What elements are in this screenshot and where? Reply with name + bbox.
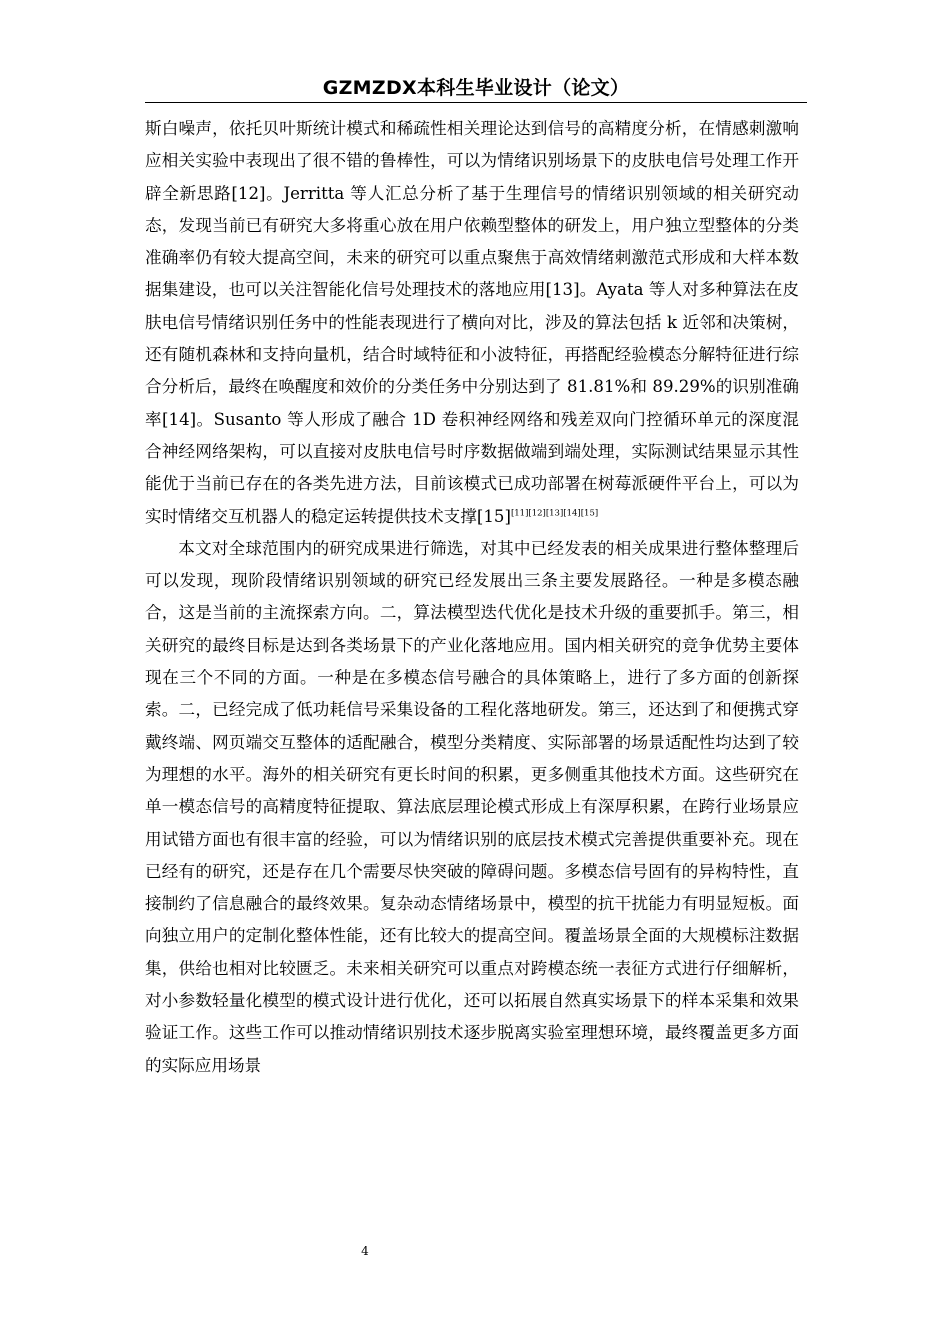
paragraph-summary xyxy=(145,533,799,1082)
paragraph-2-text: 本文对全球范围内的研究成果进行筛选，对其中已经发表的相关成果进行整体整理后可以发现，现阶段情绪识别领域的研究已经发展出三条主要发展路径。一种是多模态融合，这是当前的主流探索方向。二，算法模型迭代优化是技术升级的重要抓手。第三，相关研究的最终目标是达到各类场景下的产业化落地应用。国内相关研究的竞争优势主要体现在三个不同的方面。一种是在多模态信号融合的具体策略上，进行了多方面的创新探索。二，已经完成了低功耗信号采集设备的工程化落地研发。第三，还达到了和便携式穿戴终端、网页端交互整体的适配融合，模型分类精度、实际部署的场景适配性均达到了较为理想的水平。海外的相关研究有更长时间的积累，更多侧重其他技术方面。这些研究在单一模态信号的高精度特征提取、算法底层理论模式形成上有深厚积累，在跨行业场景应用试错方面也有很丰富的经验，可以为情绪识别的底层技术模式完善提供重要补充。现在已经有的研究，还是存在几个需要尽快突破的障碍问题。多模态信号固有的异构特性，直接制约了信息融合的最终效果。复杂动态情绪场景中，模型的抗干扰能力有明显短板。面向独立用户的定制化整体性能，还有比较大的提高空间。覆盖场景全面的大规模标注数据集，供给也相对比较匮乏。未来相关研究可以重点对跨模态统一表征方式进行仔细解析，对小参数轻量化模型的模式设计进行优化，还可以拓展自然真实场景下的样本采集和效果验证工作。这些工作可以推动情绪识别技术逐步脱离实验室理想环境，最终覆盖更多方面的实际应用场景 xyxy=(145,538,799,1075)
page-number: 4 xyxy=(361,1244,369,1258)
document-body xyxy=(145,113,799,1082)
citation-superscript: [11][12][13][14][15] xyxy=(510,508,599,519)
header-divider xyxy=(145,102,807,103)
paragraph-1-text: 斯白噪声，依托贝叶斯统计模式和稀疏性相关理论达到信号的高精度分析，在情感刺激响应相关实验中表现出了很不错的鲁棒性，可以为情绪识别场景下的皮肤电信号处理工作开辟全新思路[12]。Jerritta 等人汇总分析了基于生理信号的情绪识别领域的相关研究动态，发现当前已有研究大多将重心放在用户依赖型整体的研发上，用户独立型整体的分类准确率仍有较大提高空间，未来的研究可以重点聚焦于高效情绪刺激范式形成和大样本数据集建设，也可以关注智能化信号处理技术的落地应用[13]。Ayata 等人对多种算法在皮肤电信号情绪识别任务中的性能表现进行了横向对比，涉及的算法包括 k 近邻和决策树，还有随机森林和支持向量机，结合时域特征和小波特征，再搭配经验模态分解特征进行综合分析后，最终在唤醒度和效价的分类任务中分别达到了 81.81%和 89.29%的识别准确率[14]。Susanto 等人形成了融合 1D 卷积神经网络和残差双向门控循环单元的深度混合神经网络架构，可以直接对皮肤电信号时序数据做端到端处理，实际测试结果显示其性能优于当前已存在的各类先进方法，目前该模式已成功部署在树莓派硬件平台上，可以为实时情绪交互机器人的稳定运转提供技术支撑[15] xyxy=(145,119,799,526)
page-header-title: GZMZDX本科生毕业设计（论文） xyxy=(322,77,630,99)
paragraph-continuation xyxy=(145,113,799,533)
